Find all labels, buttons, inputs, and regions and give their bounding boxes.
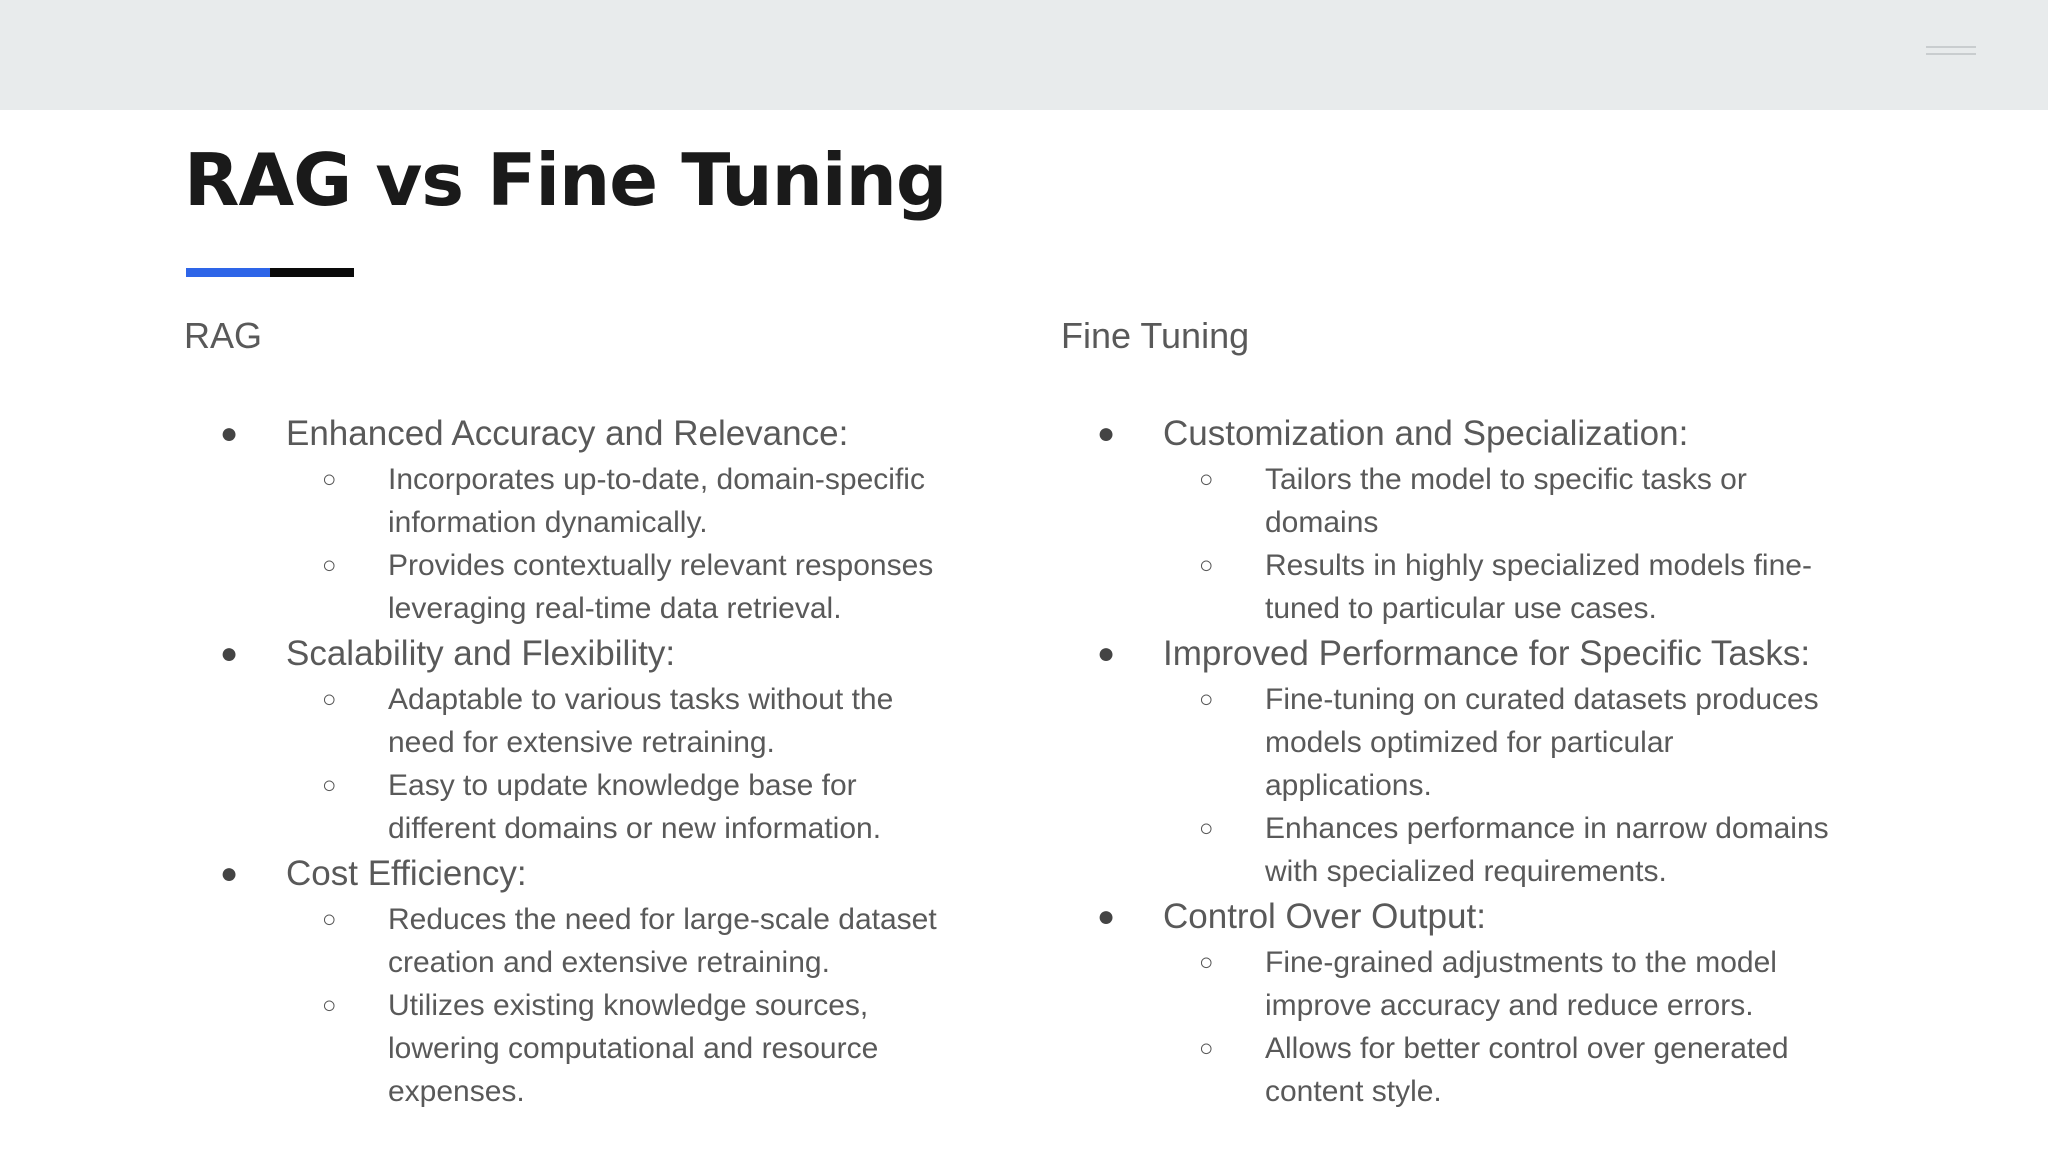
ring-bullet-icon: ○ [322,906,337,933]
sub-item-text: Enhances performance in narrow domains with specialized requirements. [1265,812,1829,888]
column-heading-fine-tuning: Fine Tuning [1061,315,1250,356]
sub-item-text: Reduces the need for large-scale dataset creation and extensive retraining. [388,903,937,979]
item-heading-text: Customization and Specialization: [1163,414,1689,453]
sub-item [184,678,1004,764]
rag-column [184,312,1004,1113]
sub-item [1061,544,1961,630]
accent-black-segment [270,268,354,277]
ring-bullet-icon: ○ [322,466,337,493]
list-item [184,850,1004,1113]
ring-bullet-icon: ○ [1199,949,1214,976]
sub-item-text: Easy to update knowledge base for different domains or new information. [388,769,882,845]
item-heading [184,410,1004,458]
bullet-icon: ● [220,637,239,670]
item-heading-text: Scalability and Flexibility: [286,634,676,673]
sub-item [184,544,1004,630]
ring-bullet-icon: ○ [1199,815,1214,842]
item-heading [1061,410,1961,458]
bullet-icon: ● [1097,900,1116,933]
sub-list [184,898,1004,1113]
ring-bullet-icon: ○ [1199,466,1214,493]
ring-bullet-icon: ○ [1199,552,1214,579]
list-item [184,630,1004,850]
bullet-icon: ● [1097,417,1116,450]
ring-bullet-icon: ○ [322,772,337,799]
menu-icon[interactable] [1926,46,1976,66]
sub-item-text: Allows for better control over generated content style. [1265,1032,1789,1108]
sub-item-text: Tailors the model to specific tasks or domains [1265,463,1747,539]
item-heading-text: Enhanced Accuracy and Relevance: [286,414,849,453]
item-heading-text: Improved Performance for Specific Tasks: [1163,634,1811,673]
sub-item [1061,458,1961,544]
fine-tuning-column [1061,312,1961,1113]
sub-item-text: Provides contextually relevant responses leveraging real-time data retrieval. [388,549,934,625]
sub-item-text: Utilizes existing knowledge sources, lowering computational and resource expenses. [388,989,879,1108]
rag-list [184,410,1004,1113]
sub-list [184,678,1004,850]
title-accent-bar [186,268,354,277]
menu-icon-line [1926,53,1976,55]
list-item [1061,630,1961,893]
item-heading-text: Cost Efficiency: [286,854,527,893]
menu-icon-line [1926,46,1976,48]
ring-bullet-icon: ○ [1199,686,1214,713]
sub-item-text: Incorporates up-to-date, domain-specific information dynamically. [388,463,925,539]
list-item [1061,410,1961,630]
list-item [184,410,1004,630]
sub-item [1061,678,1961,807]
bullet-icon: ● [220,857,239,890]
sub-item-text: Fine-tuning on curated datasets produces models optimized for particular applications. [1265,683,1819,802]
sub-list [184,458,1004,630]
sub-list [1061,458,1961,630]
bullet-icon: ● [1097,637,1116,670]
fine-tuning-list [1061,410,1961,1113]
ring-bullet-icon: ○ [1199,1035,1214,1062]
ring-bullet-icon: ○ [322,552,337,579]
sub-item [1061,1027,1961,1113]
sub-item [184,984,1004,1113]
sub-item-text: Fine-grained adjustments to the model improve accuracy and reduce errors. [1265,946,1777,1022]
sub-item-text: Results in highly specialized models fine- tuned to particular use cases. [1265,549,1812,625]
item-heading [184,850,1004,898]
ring-bullet-icon: ○ [322,686,337,713]
accent-blue-segment [186,268,270,277]
sub-list [1061,941,1961,1113]
sub-item [184,898,1004,984]
sub-item [184,764,1004,850]
sub-item-text: Adaptable to various tasks without the need for extensive retraining. [388,683,894,759]
item-heading-text: Control Over Output: [1163,897,1486,936]
slide-title: RAG vs Fine Tuning [184,138,947,222]
list-item [1061,893,1961,1113]
column-heading-rag: RAG [184,315,263,356]
sub-item [1061,941,1961,1027]
sub-item [1061,807,1961,893]
item-heading [1061,893,1961,941]
sub-item [184,458,1004,544]
item-heading [184,630,1004,678]
ring-bullet-icon: ○ [322,992,337,1019]
slide-header-band [0,0,2048,110]
sub-list [1061,678,1961,893]
item-heading [1061,630,1961,678]
bullet-icon: ● [220,417,239,450]
